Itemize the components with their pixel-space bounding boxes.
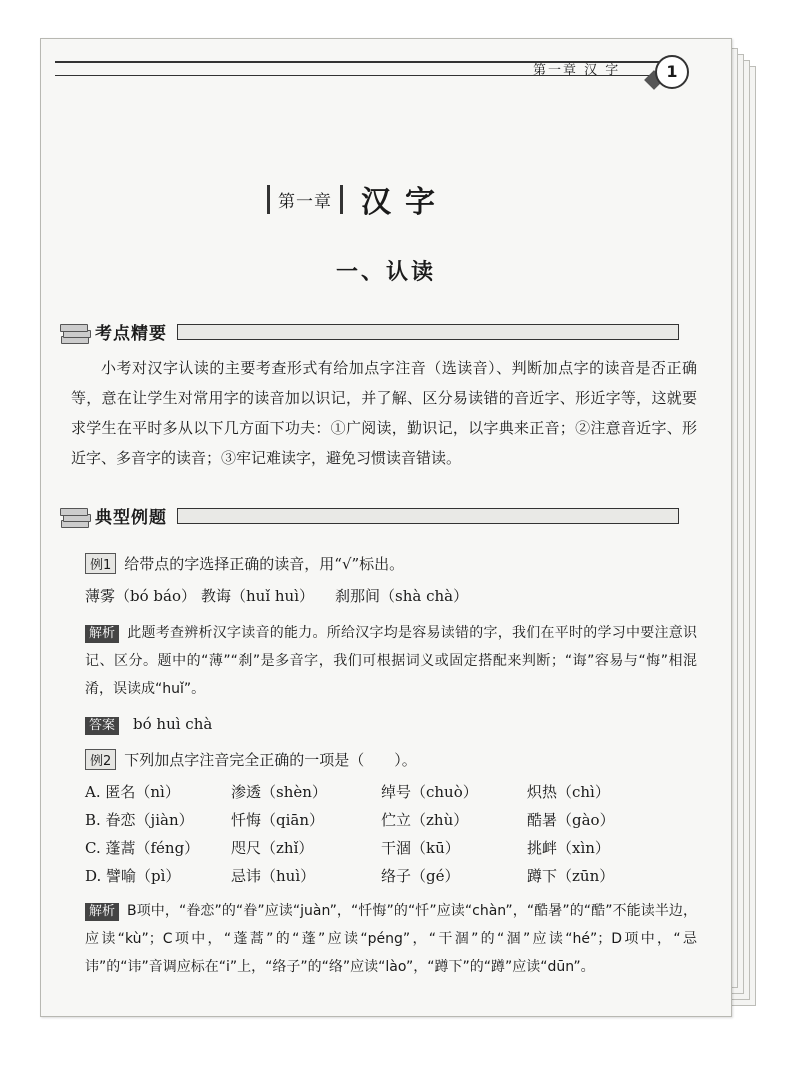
example-2-analysis: 解析 B项中，“眷恋”的“眷”应读“juàn”，“忏悔”的“忏”应读“chàn”，“酷暑”的“酷”不能读半边，应读“kù”；C项中，“蓬蒿”的“蓬”应读“péng”，“干涸”的“涸”应读“hé”；D项中，“忌讳”的“讳”音调应标在“i”上，“络子”的“络”应读“lào”，“蹲下”的“蹲”应读“dūn”。 xyxy=(85,903,697,975)
running-header: 第一章 汉 字 xyxy=(533,63,621,78)
chapter-label: 第一章 xyxy=(267,185,343,214)
option-c-word: 挑衅（xìn） xyxy=(527,839,610,857)
example-2-question: 例2 下列加点字注音完全正确的一项是（ ）。 xyxy=(85,749,417,770)
key-points-heading: 考点精要 xyxy=(59,319,679,344)
chapter-name: 汉字 xyxy=(361,185,449,220)
option-b-word: 伫立（zhù） xyxy=(381,811,469,829)
analysis-tag: 解析 xyxy=(85,625,119,643)
answer-tag: 答案 xyxy=(85,717,119,735)
section-title: 一、认读 xyxy=(335,260,436,285)
analysis-tag: 解析 xyxy=(85,903,119,921)
list-item: 教诲（huǐ huì） xyxy=(201,587,315,605)
example-tag: 例2 xyxy=(85,749,116,770)
option-b-word: 忏悔（qiān） xyxy=(231,811,325,829)
example-tag: 例1 xyxy=(85,553,116,574)
option-d-word: 忌讳（huì） xyxy=(231,867,316,885)
chapter-title xyxy=(267,177,449,221)
key-points-text: 小考对汉字认读的主要考查形式有给加点字注音（选读音）、判断加点字的读音是否正确等，意在让学生对常用字的读音加以识记，并了解、区分易读错的音近字、形近字等，这就要求学生在平时多从以下几方面下功夫：①广阅读，勤识记，以字典来正音；②注意音近字、形近字、多音字的读音；③牢记难读字，避免习惯读音错读。 xyxy=(71,359,697,467)
heading-bar xyxy=(177,508,679,524)
example-1-answer: 答案 bó huì chà xyxy=(85,715,212,735)
list-item: 刹那间（shà chà） xyxy=(335,587,469,605)
heading-bar xyxy=(177,324,679,340)
books-icon xyxy=(59,504,89,528)
option-d: D. 譬喻（pì） xyxy=(85,867,181,885)
option-a-word: 渗透（shèn） xyxy=(231,783,327,801)
option-b-word: 酷暑（gào） xyxy=(527,811,615,829)
option-c-word: 干涸（kū） xyxy=(381,839,460,857)
examples-heading: 典型例题 xyxy=(59,503,679,528)
list-item: 薄雾（bó báo） xyxy=(85,587,196,605)
option-c-word: 咫尺（zhǐ） xyxy=(231,839,314,857)
example-1-items xyxy=(85,585,468,606)
option-a-word: 炽热（chì） xyxy=(527,783,610,801)
option-d-word: 络子（gé） xyxy=(381,867,460,885)
option-c: C. 蓬蒿（féng） xyxy=(85,839,200,857)
option-a: A. 匿名（nì） xyxy=(85,783,180,801)
example-1-question: 例1 给带点的字选择正确的读音，用“√”标出。 xyxy=(85,553,404,574)
book-page xyxy=(40,38,732,1017)
option-a-word: 绰号（chuò） xyxy=(381,783,478,801)
option-b: B. 眷恋（jiàn） xyxy=(85,811,194,829)
example-1-analysis: 解析 此题考查辨析汉字读音的能力。所给汉字均是容易读错的字，我们在平时的学习中要注意识记、区分。题中的“薄”“刹”是多音字，我们可根据词义或固定搭配来判断；“诲”容易与“悔”相混淆，误读成“huǐ”。 xyxy=(85,625,697,697)
option-d-word: 蹲下（zūn） xyxy=(527,867,615,885)
page-number: 1 xyxy=(655,55,689,89)
books-icon xyxy=(59,320,89,344)
